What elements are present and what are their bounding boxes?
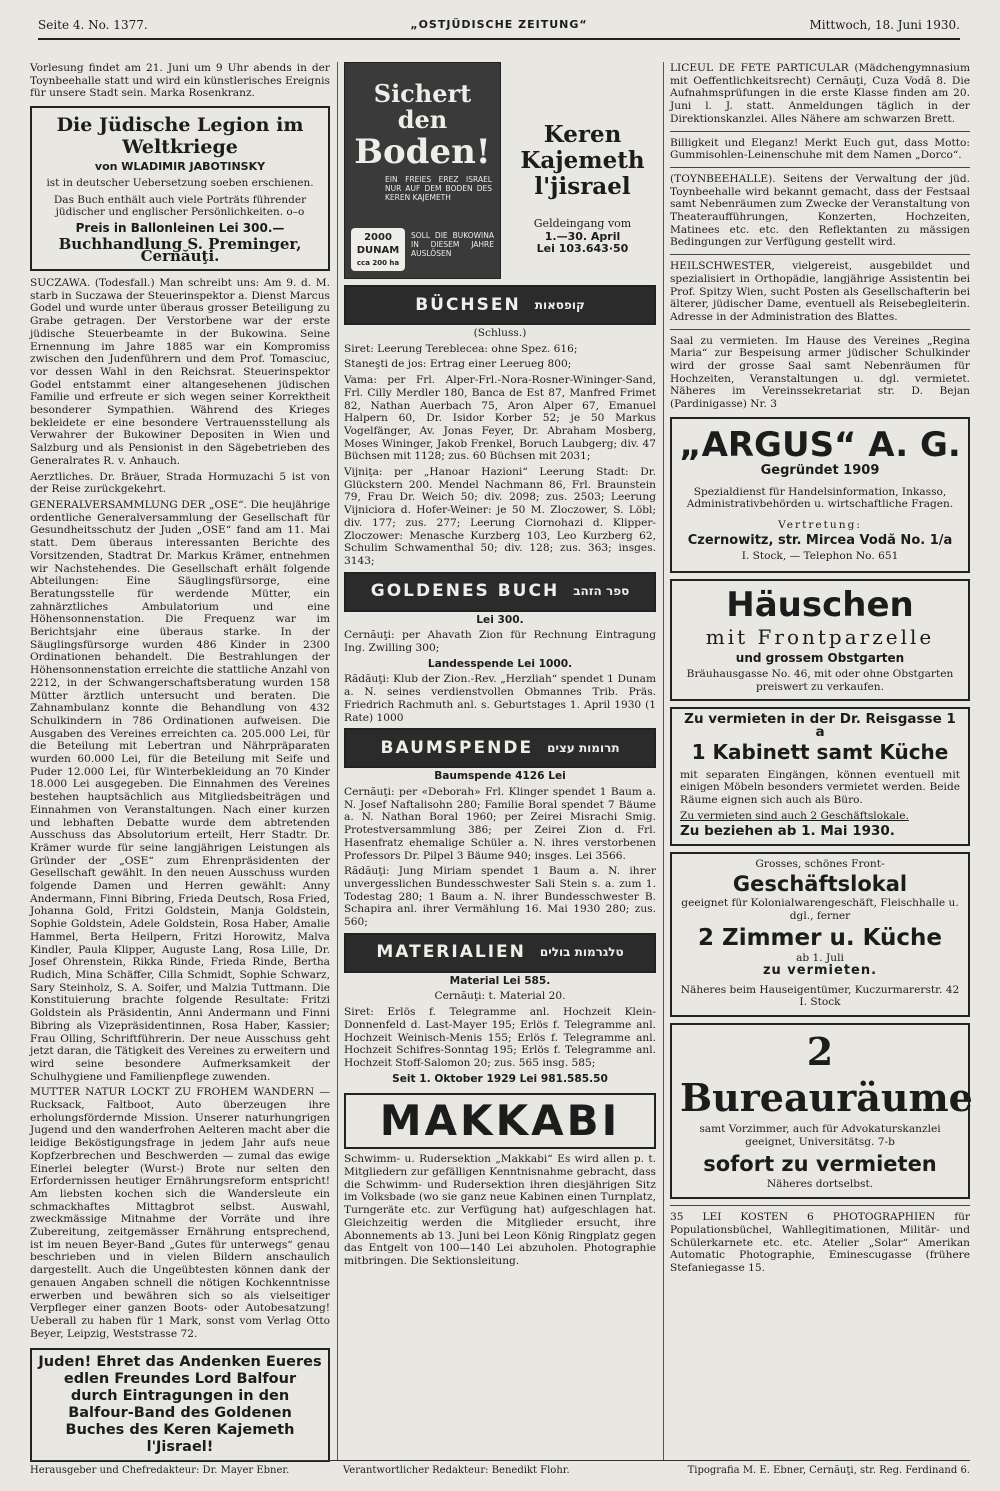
radauti-entry-1: Rădăuţi: Klub der Zion.-Rev. „Herzliah“ spendet 1 Dunam a. N. seines verdienstvollen Obmannes Trib. Präs. Friedrich Rachmuth anl. s. Geburtstages 1. April 1930 (1 Rate) 1000 xyxy=(344,673,656,724)
goldenes-buch-banner xyxy=(344,572,656,612)
vama-entry: Vama: per Frl. Alper-Frl.-Nora-Rosner-Wininger-Sand, Frl. Cilly Merdler 180, Banca de Est 87, Manfred Frimet 82, Nathan Auerbach 75, Aron Alper 67, Emanuel Halpern 60, Dr. Isidor Korber 52; je 50 Markus Vogelfänger, Av. Jonas Feyer, Dr. Abraham Mosberg, Moses Wininger, Jakob Frenkel, Boruch Laubgerg; div. 47 Büchsen mit 1128; zus. 60 Büchsen mit 2031; xyxy=(344,374,656,463)
poster-line2: Boden! xyxy=(354,132,491,172)
cernauti-entry-3: Cernăuţi: t. Material 20. xyxy=(434,990,566,1003)
haeuschen-title: Häuschen xyxy=(726,585,914,626)
buechsen-hebrew: קופסאות xyxy=(534,297,585,312)
legion-shop: Buchhandlung S. Preminger, Cernăuţi. xyxy=(58,234,302,266)
balfour-appeal xyxy=(30,1348,330,1462)
schluss-note: (Schluss.) xyxy=(473,327,527,339)
bureau-naeheres: Näheres dortselbst. xyxy=(766,1178,874,1191)
argus-desc: Spezialdienst für Handelsinformation, Inkasso, Administrativbehörden u. wirtschaftliche Fragen. xyxy=(686,485,954,511)
legion-book-ad xyxy=(30,106,330,271)
baum-label: BAUMSPENDE xyxy=(380,737,534,758)
column-divider xyxy=(663,62,664,1461)
makkabi-notice: Schwimm- u. Rudersektion „Makkabi“ Es wird allen p. t. Mitgliedern zur gefälligen Kenntnisnahme gebracht, dass die Schwimm- und Rudersektion ihren diesjährigen Sitz im Volksbade (wo sie ganz neue Kabinen einen Turnplatz, Turngeräte etc. zur Verfügung hat) aufgeschlagen hat. Gleichzeitig werden die Mitglieder ersucht, ihre Abonnements ab 13. Juni bei Leon König Ringplatz gegen das Entgelt von 100—140 Lei abzuholen. Photographie mitbringen. Die Sektionsleitung. xyxy=(344,1153,656,1267)
page-footer xyxy=(30,1460,970,1479)
material-heading: Material Lei 585. xyxy=(449,974,551,987)
argus-ad xyxy=(670,417,970,573)
liceul-notice: LICEUL DE FETE PARTICULAR (Mädchengymnasium mit Oeffentlichkeitsrecht) Cernăuţi, Cuza Vodă 8. Die Aufnahmsprüfungen in die erste Klasse finden am 20. Juni l. J. statt. Anmeldungen täglich in der Direktionskanzlei. Alles Nähere am schwarzen Brett. xyxy=(670,62,970,125)
gesch-ab: ab 1. Juli xyxy=(796,952,844,965)
sichert-den-boden-poster xyxy=(344,62,501,279)
kk-income1: Geldeingang vom xyxy=(533,217,632,230)
reisgasse-ad xyxy=(670,707,970,846)
page-header xyxy=(38,12,960,40)
legion-author: von WLADIMIR JABOTINSKY xyxy=(94,160,266,174)
geschaeftslokal-ad xyxy=(670,852,970,1017)
kk-title1: Keren Kajemeth xyxy=(520,121,645,174)
legion-line1: ist in deutscher Uebersetzung soeben erschienen. xyxy=(46,176,314,189)
footer-publisher: Herausgeber und Chefredakteur: Dr. Mayer Ebner. xyxy=(30,1465,290,1476)
baumspende-heading: Baumspende 4126 Lei xyxy=(434,770,566,783)
heilschwester-notice: HEILSCHWESTER, vielgereist, ausgebildet und spezialisiert in Orthopädie, langjährige Assistentin bei Prof. Spitzy Wien, sucht Posten als Gesellschafterin bei älterer, jüdischer Dame, eventuell als Reisebegleiterin. Adresse in der Administration des Blattes. xyxy=(670,260,970,323)
argus-vertretung: Vertretung: xyxy=(778,518,862,531)
column-divider xyxy=(337,62,338,1461)
column-middle xyxy=(344,62,656,1271)
seit-total: Seit 1. Oktober 1929 Lei 981.585.50 xyxy=(392,1072,608,1085)
divider xyxy=(670,254,970,255)
mat-label: MATERIALIEN xyxy=(376,942,526,963)
column-left xyxy=(30,62,330,1468)
poster-note: SOLL DIE BUKOWINA IN DIESEM JAHRE AUSLÖSEN xyxy=(411,231,494,258)
issue-date: Mittwoch, 18. Juni 1930. xyxy=(809,18,960,32)
saal-notice: Saal zu vermieten. Im Hause des Vereines „Regina Maria“ zur Bespeisung armer jüdischer Schulkinder wird der grosse Saal samt Nebenräumen für Hochzeiten, Veranstaltungen u. dgl. vermietet. Näheres im Vereinssekretariat str. D. Bejan (Pardinigasse) Nr. 3 xyxy=(670,334,970,411)
newspaper-title: „OSTJÜDISCHE ZEITUNG“ xyxy=(410,18,588,31)
haeuschen-garden: und grossem Obstgarten xyxy=(735,651,905,666)
reis-text: mit separaten Eingängen, können eventuell mit einigen Möbeln besonders vermietet werden. Beide Räume eignen sich auch als Büro. xyxy=(680,768,960,807)
divider xyxy=(670,1205,970,1206)
kk-income2: 1.—30. April xyxy=(544,229,621,243)
cernauti-entry-2: Cernăuţi: per «Deborah» Frl. Klinger spendet 1 Baum a. N. Josef Naftalisohn 280; Familie Boral spendet 7 Bäume a. N. Nathan Boral 1960; per Zeirei Misrachi Smig. Protestversammlung 386; per Zeirei Zion d. Frl. Hasenfratz ehemalige Schüler a. N. ihres verstorbenen Professors Dr. Pilpel 3 Bäume 940; insges. Lei 3566. xyxy=(344,785,656,862)
divider xyxy=(670,329,970,330)
bureauraeume-ad xyxy=(670,1023,973,1199)
argus-stock: I. Stock, — Telephon No. 651 xyxy=(741,550,899,563)
reis-big: 1 Kabinett samt Küche xyxy=(691,739,949,764)
gesch-big: Geschäftslokal xyxy=(732,871,908,896)
reis-date: Zu beziehen ab 1. Mai 1930. xyxy=(680,823,895,840)
toynbee-notice: (TOYNBEEHALLE). Seitens der Verwaltung der jüd. Toynbeehalle wird bekannt gemacht, dass der Festsaal samt Nebenräumen zum Zwecke der Veranstaltung von Theateraufführungen, Konzerten, Hochzeiten, Matinees etc. etc. den Reflektanten zu mässigen Bedingungen zur Verfügung gestellt wird. xyxy=(670,172,970,249)
reis-also: Zu vermieten sind auch 2 Geschäftslokale. xyxy=(680,809,909,822)
materialien-banner xyxy=(344,933,656,973)
legion-price: Preis in Ballonleinen Lei 300.— xyxy=(75,220,285,235)
vijnita-entry: Vijniţa: per „Hanoar Hazioni“ Leerung Stadt: Dr. Glückstern 200. Mendel Nachmann 86, Frl. Braunstein 79, Frau Dr. Weich 50; div. 2098; zus. 2503; Leerung Vijniciora d. Hofer-Weiner: je 50 M. Zloczower, S. Löbl; div. 177; zus. 277; Leerung Ciornohazi d. Klipper-Zloczower: Menasche Kurzberg 103, Leo Kurzberg 62, Schulim Schwamenthal 50; div. 128; zus. 363; insges. 3143; xyxy=(344,466,656,567)
haeuschen-sub: mit Frontparzelle xyxy=(705,625,935,650)
legion-title: Die Jüdische Legion im Weltkriege xyxy=(56,114,304,159)
mat-hebrew: טלגרמות בולים xyxy=(539,945,624,960)
mutter-natur-article: MUTTER NATUR LOCKT ZU FROHEM WANDERN — Rucksack, Faltboot, Auto überzeugen ihre erholungsfördernde Mission. Unserer naturhungrigen Jugend und den wanderfrohen Aelteren macht aber die leidige Beköstigungsfrage in jedem Jahr aufs neue Kopfzerbrechen und Beschwerden — zumal das ewige Einerlei belegter (Wurst-) Brote nur selten den Erfordernissen heutiger Ernährungsreform entspricht! Am liebsten kochen sich die Wandersleute ein schmackhaftes Mittagbrot selbst. Auswahl, zweckmässige Mitnahme der Vorräte und ihre Zubereitung, zeitgemässer Ernährung entsprechend, ist im neuen Beyer-Band „Gutes für unterwegs“ genau beschrieben und in vielen Bildern anschaulich dargestellt. Auch die Ungeübtesten können dank der genauen Angaben schnell die nötigen Kochkenntnisse erwerben und bewähren sich so als vielseitiger Verpfleger einer ganzen Boots- oder Autobesatzung! Ueberall zu haben für 1 Mark, sonst vom Verlag Otto Beyer, Leipzig, Weststrasse 72. xyxy=(30,1086,330,1340)
photo-notice: 35 LEI KOSTEN 6 PHOTOGRAPHIEN für Populationsbüchel, Wahllegitimationen, Militär- und Schülerkarnete etc. etc. Atelier „Solar“ Amerikan Automatic Photographie, Eminescugasse (frühere Stefaniegasse 15. xyxy=(670,1211,970,1274)
gesch-text: geeignet für Kolonialwarengeschäft, Fleischhalle u. dgl., ferner xyxy=(681,896,959,922)
siret-entry: Siret: Leerung Tereblecea: ohne Spez. 616; xyxy=(344,342,578,355)
divider xyxy=(670,131,970,132)
argus-founded: Gegründet 1909 xyxy=(760,462,880,478)
gesch-address: Näheres beim Hauseigentümer, Kuczurmarerstr. 42 I. Stock xyxy=(680,983,960,1009)
cernauti-entry-1: Cernăuţi: per Ahavath Zion für Rechnung Eintragung Ing. Zwilling 300; xyxy=(344,629,656,655)
suczawa-article: SUCZAWA. (Todesfall.) Man schreibt uns: Am 9. d. M. starb in Suczawa der Steuerinspektor a. Dienst Marcus Godel und wurde unter überaus grosser Beteiligung zu Grabe getragen. Der Verstorbene war der erste jüdische Steuerbeamte in der Bukowina. Seine Ernennung im Jahre 1885 war ein Kompromiss zwischen den Judenführern und dem Prof. Tomasciuc, vor dessen Wahl in den Reichsrat. Steuerinspektor Godel entstammt einer altangesehenen jüdischen Familie und erfreute er sich wegen seiner Korrektheit besonderer Sympathien. Während des Krieges bekleidete er eine besondere Vertrauensstellung als Verwahrer der Bukowiner Depositen in Wien und Salzburg und als Pensionist in den Sägebetrieben des Generalrates R. v. Anhauch. xyxy=(30,277,330,467)
haeuschen-address: Bräuhausgasse No. 46, mit oder ohne Obstgarten preiswert zu verkaufen. xyxy=(686,667,954,693)
gesch-zimmer: 2 Zimmer u. Küche xyxy=(698,925,942,952)
makkabi-title: MAKKABI xyxy=(379,1096,621,1146)
bureau-text: samt Vorzimmer, auch für Advokaturskanzlei geeignet, Universitätsg. 7-b xyxy=(699,1123,941,1148)
poster-badge-sub: cca 200 ha xyxy=(356,259,400,267)
argus-name: „ARGUS“ A. G. xyxy=(679,424,961,465)
kk-income3: Lei 103.643·50 xyxy=(536,242,629,256)
bureau-sofort: sofort zu vermieten xyxy=(703,1152,937,1177)
gesch-verm: zu vermieten. xyxy=(762,962,878,978)
footer-printer: Tipografia M. E. Ebner, Cernăuţi, str. Reg. Ferdinand 6. xyxy=(687,1465,970,1476)
keren-kajemeth-ad xyxy=(344,62,656,279)
balfour-text: Juden! Ehret das Andenken Eueres edlen Freundes Lord Balfour durch Eintragungen in den Balfour-Band des Goldenen Buches des Keren Kajemeth l'Jisrael! xyxy=(38,1354,322,1456)
ose-article: GENERALVERSAMMLUNG DER „OSE“. Die heujährige ordentliche Generalversammlung der Gesellschaft für Gesundheitsschutz der Juden „OSE“ fand am 11. Mai statt. Dem überaus interessanten Berichte des Vorsitzenden, Stadtrat Dr. Markus Krämer, entnehmen wir Nachstehendes. Die Gesellschaft erhält folgende Abteilungen: Eine Säuglingsfürsorge, eine Beratungsstelle für werdende Mütter, ein zahnärztliches Ambulatorium und eine Höhensonnenstation. Die Frequenz war im Berichtsjahr eine überaus starke. In der Säuglingsfürsorge wurden 486 Kinder in 2300 Ordinationen behandelt. Die Bestrahlungen der Höhensonnenstation erreichte die stattliche Anzahl von 2212, in der Schwangerschaftsberatung wurden 158 Mütter ärztlich untersucht und beraten. Die Zahnambulanz konnte die Behandlung von 432 Schulkindern in 786 Ordinationen aufweisen. Die Ausgaben des Vereines erreichten ca. 205.000 Lei, für die Beteilung mit Lebertran und Nährpräparaten wurden 60.000 Lei, für die Beteilung mit Seife und Puder 12.000 Lei, für Winterbekleidung an 70 Kinder 18.000 Lei ausgegeben. Die Einnahmen des Vereines bestehen hauptsächlich aus Mitgliedsbeiträgen und Einnahmen von Veranstaltungen. Nach einer kurzen und lebhaften Debatte wurde dem abtretenden Ausschuss das Absolutorium erteilt, Herr Stadtr. Dr. Krämer wurde für seine langjährigen Leistungen als Gründer der „OSE“ zum Ehrenpräsidenten der Gesellschaft gewählt. In den neuen Ausschuss wurden folgende Damen und Herren gewählt: Anny Andermann, Finni Bibring, Frieda Deutsch, Rosa Fried, Johanna Gold, Fritzi Goldstein, Manja Goldstein, Sophie Goldstein, Adele Goldstein, Rosa Haber, Amalie Hammel, Berta Heilpern, Fritzi Horowitz, Malva Kindler, Paula Klipper, Auguste Lang, Rosa Lille, Dr. Josef Ohrenstein, Rikka Rinde, Frieda Rinde, Bertha Rudich, Mina Schäffer, Cilla Schmidt, Sophie Schwarz, Sary Steinholz, S. A. Soifer, und Malzia Tuttmann. Die Konstituierung brachte folgende Resultate: Fritzi Goldstein als Präsidentin, Anni Andermann und Finni Bibring als Vizepräsidentinnen, Rosa Haber, Kassier; Frau Olling, Schriftführerin. Der neue Ausschuss geht jetzt daran, die Tätigkeit des Vereines zu erweitern und wird seine besondere Aufmerksamkeit der Schulhygiene und Familienpflege zuwenden. xyxy=(30,498,330,1083)
billigkeit-notice: Billigkeit und Eleganz! Merkt Euch gut, dass Motto: Gummisohlen-Leinenschuhe mit dem Namen „Dorco“. xyxy=(670,136,970,162)
lei300-heading: Lei 300. xyxy=(476,613,524,626)
footer-editor: Verantwortlicher Redakteur: Benedikt Flohr. xyxy=(343,1465,570,1476)
divider xyxy=(670,167,970,168)
poster-badge-text: 2000 DUNAM xyxy=(356,232,400,256)
column-right xyxy=(670,62,973,1278)
kk-income xyxy=(509,62,656,279)
baum-hebrew: תרומות עצים xyxy=(547,740,620,755)
stanesti-entry: Staneşti de jos: Ertrag einer Leerueg 800; xyxy=(344,358,572,371)
makkabi-logo xyxy=(344,1093,656,1149)
buechsen-banner xyxy=(344,285,656,325)
gesch-top: Grosses, schönes Front- xyxy=(755,858,885,871)
legion-line2: Das Buch enthält auch viele Porträts führender jüdischer und englischer Persönlichkeiten. o–o xyxy=(53,193,307,219)
aerztliches-note: Aerztliches. Dr. Bräuer, Strada Hormuzachi 5 ist von der Reise zurückgekehrt. xyxy=(30,470,330,496)
golden-label: GOLDENES BUCH xyxy=(370,581,560,602)
radauti-entry-2: Rădăuţi: Jung Miriam spendet 1 Baum a. N. ihrer unvergesslichen Bundesschwester Sali Stein s. a. zum 1. Todestag 280; 1 Baum a. N. ihrer Bundesschwester B. Schapira anl. ihrer Vermählung 16. Mai 1930 280; zus. 560; xyxy=(344,865,656,929)
concert-note: Vorlesung findet am 21. Juni um 9 Uhr abends in der Toynbeehalle statt und wird ein künstlerisches Ereignis für unsere Stadt sein. Marka Rosenkranz. xyxy=(30,62,330,100)
poster-line1: Sichert den xyxy=(373,79,472,134)
kk-title2: l'jisrael xyxy=(534,173,631,200)
landesspende-heading: Landesspende Lei 1000. xyxy=(427,657,573,670)
siret-entry-2: Siret: Erlös f. Telegramme anl. Hochzeit Klein-Donnenfeld d. Last-Mayer 195; Erlös f. Telegramme anl. Hochzeit Weinisch-Menis 155; Erlös f. Telegramme anl. Hochzeit Schifres-Sonntag 195; Erlös f. Telegramme anl. Hochzeit Stoff-Salomon 20; zus. 565 insg. 585; xyxy=(344,1006,656,1069)
poster-badge xyxy=(351,228,405,271)
buechsen-label: BÜCHSEN xyxy=(415,294,521,315)
bureau-big: 2 Bureauräume xyxy=(680,1029,973,1121)
reis-title: Zu vermieten in der Dr. Reisgasse 1 a xyxy=(684,711,956,740)
poster-small: EIN FREIES EREZ ISRAEL NUR AUF DEM BODEN DES KEREN KAJEMETH xyxy=(385,175,492,202)
golden-hebrew: ספר הזהב xyxy=(573,584,630,599)
page-number: Seite 4. No. 1377. xyxy=(38,18,148,32)
baumspende-banner xyxy=(344,728,656,768)
haeuschen-ad xyxy=(670,579,970,701)
argus-address: Czernowitz, str. Mircea Vodă No. 1/a xyxy=(687,532,953,548)
